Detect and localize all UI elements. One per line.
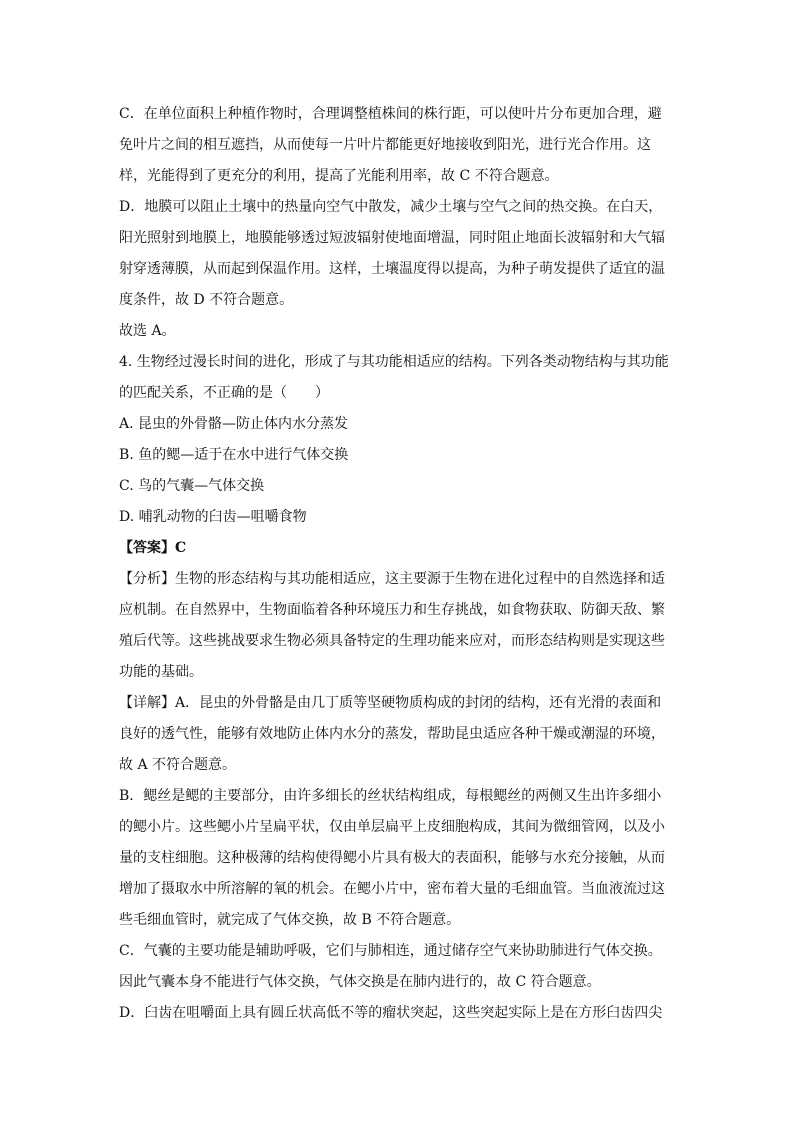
text-line-4: D．地膜可以阻止土壤中的热量向空气中散发，减少土壤与空气之间的热交换。在白天，: [119, 199, 663, 215]
detail-line-2: 良好的透气性，能够有效地防止体内水分的蒸发，帮助昆虫适应各种干燥或潮湿的环境，: [119, 726, 665, 742]
analysis-line-3: 殖后代等。这些挑战要求生物必须具备特定的生理功能来应对，而形态结构则是实现这些: [119, 633, 665, 649]
answer-line: 【答案】C: [119, 540, 187, 556]
detail-line-11: D．臼齿在咀嚼面上具有圆丘状高低不等的瘤状突起，这些突起实际上是在方形臼齿四尖: [119, 1005, 663, 1021]
detail-line-6: 量的支柱细胞。这种极薄的结构使得鳃小片具有极大的表面积，能够与水充分接触，从而: [119, 850, 665, 866]
text-line-3: 样，光能得到了更充分的利用，提高了光能利用率，故 C 不符合题意。: [119, 168, 559, 184]
option-c: C. 鸟的气囊—气体交换: [119, 478, 265, 494]
analysis-line-4: 功能的基础。: [119, 664, 203, 680]
detail-line-5: 的鳃小片。这些鳃小片呈扁平状，仅由单层扁平上皮细胞构成，其间为微细管网，以及小: [119, 819, 665, 835]
analysis-line-2: 应机制。在自然界中，生物面临着各种环境压力和生存挑战，如食物获取、防御天敌、繁: [119, 602, 665, 618]
detail-line-10: 因此气囊本身不能进行气体交换，气体交换是在肺内进行的，故 C 符合题意。: [119, 974, 601, 990]
detail-line-3: 故 A 不符合题意。: [119, 757, 237, 773]
text-line-7: 度条件，故 D 不符合题意。: [119, 292, 294, 308]
detail-line-9: C．气囊的主要功能是辅助呼吸，它们与肺相连，通过储存空气来协助肺进行气体交换。: [119, 943, 662, 959]
text-line-8: 故选 A。: [119, 323, 176, 339]
document-content: [119, 99, 675, 1029]
question-4-line-2: 的匹配关系，不正确的是（ ）: [119, 385, 329, 401]
option-b: B. 鱼的鳃—适于在水中进行气体交换: [119, 447, 349, 463]
option-d: D. 哺乳动物的臼齿—咀嚼食物: [119, 509, 307, 525]
text-line-1: C．在单位面积上种植作物时，合理调整植株间的株行距，可以使叶片分布更加合理，避: [119, 106, 662, 122]
text-line-6: 射穿透薄膜，从而起到保温作用。这样，土壤温度得以提高，为种子萌发提供了适宜的温: [119, 261, 665, 277]
detail-line-7: 增加了摄取水中所溶解的氧的机会。在鳃小片中，密布着大量的毛细血管。当血液流过这: [119, 881, 665, 897]
question-4-line-1: 4. 生物经过漫长时间的进化，形成了与其功能相适应的结构。下列各类动物结构与其功能: [119, 354, 669, 370]
detail-line-1: 【详解】A．昆虫的外骨骼是由几丁质等坚硬物质构成的封闭的结构，还有光滑的表面和: [119, 695, 662, 711]
detail-line-4: B．鳃丝是鳃的主要部分，由许多细长的丝状结构组成，每根鳃丝的两侧又生出许多细小: [119, 788, 662, 804]
detail-line-8: 些毛细血管时，就完成了气体交换，故 B 不符合题意。: [119, 912, 461, 928]
option-a: A. 昆虫的外骨骼—防止体内水分蒸发: [119, 416, 349, 432]
text-line-2: 免叶片之间的相互遮挡，从而使每一片叶片都能更好地接收到阳光，进行光合作用。这: [119, 137, 651, 153]
analysis-line-1: 【分析】生物的形态结构与其功能相适应，这主要源于生物在进化过程中的自然选择和适: [119, 571, 665, 587]
text-line-5: 阳光照射到地膜上，地膜能够透过短波辐射使地面增温，同时阻止地面长波辐射和大气辐: [119, 230, 665, 246]
